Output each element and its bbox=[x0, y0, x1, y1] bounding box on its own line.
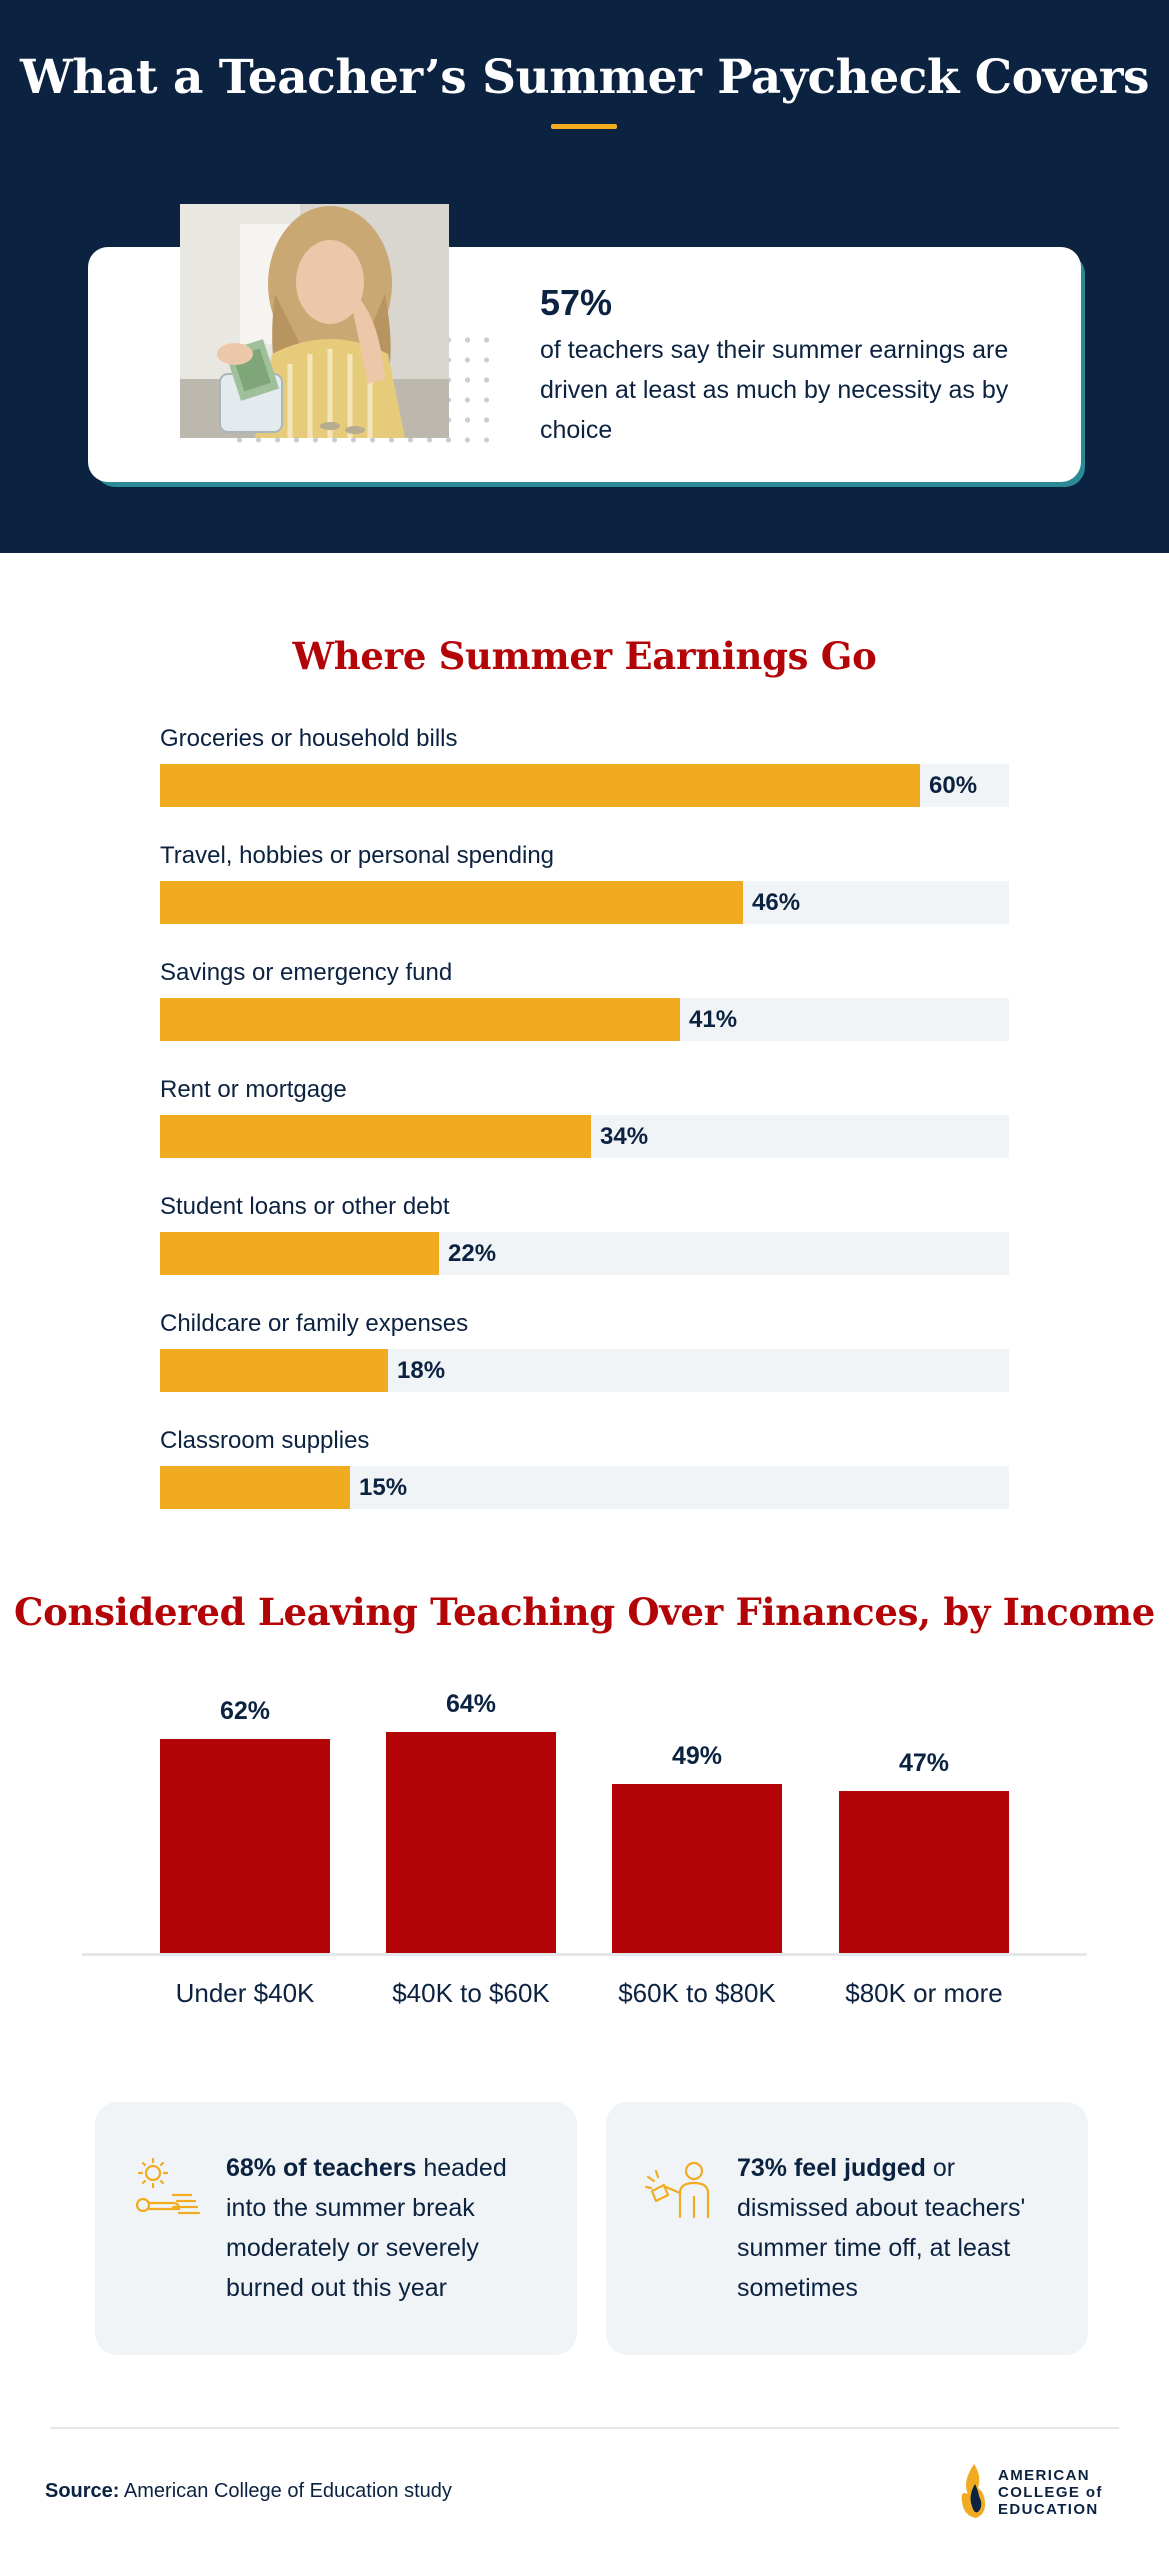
bar bbox=[160, 1739, 330, 1953]
bar-category-label: Rent or mortgage bbox=[160, 1076, 347, 1103]
bar bbox=[160, 881, 743, 924]
flame-icon bbox=[958, 2462, 988, 2520]
callout-burnout-bold: 68% of teachers bbox=[226, 2154, 417, 2182]
callout-burnout-rest: headed into the summer break moderately or severely burned out this year bbox=[226, 2154, 507, 2302]
bar-category-label: $40K to $60K bbox=[392, 1978, 550, 2008]
source-label: Source: bbox=[45, 2480, 120, 2502]
bar-category-label: $80K or more bbox=[845, 1978, 1003, 2008]
teacher-photo bbox=[180, 204, 449, 438]
bar bbox=[160, 1466, 350, 1509]
ace-logo bbox=[958, 2462, 1128, 2522]
source-note bbox=[45, 2480, 452, 2503]
judged-person-icon bbox=[644, 2157, 714, 2223]
bar-category-label: Childcare or family expenses bbox=[160, 1310, 469, 1337]
bar-value-label: 60% bbox=[929, 772, 978, 799]
bar bbox=[160, 764, 920, 807]
bar-value-label: 22% bbox=[448, 1240, 497, 1267]
stat-description: of teachers say their summer earnings are driven at least as much by necessity as by choice bbox=[540, 336, 1009, 444]
bar-row bbox=[160, 1071, 1009, 1181]
bar-value-label: 46% bbox=[752, 889, 801, 916]
header-banner bbox=[0, 0, 1169, 553]
bar-category-label: Groceries or household bills bbox=[160, 725, 458, 752]
bar-value-label: 15% bbox=[359, 1474, 408, 1501]
leaving-teaching-bar-chart bbox=[82, 1660, 1087, 2030]
bar bbox=[160, 1115, 591, 1158]
logo-wordmark bbox=[998, 2467, 1103, 2518]
burnout-sun-icon bbox=[133, 2157, 203, 2223]
bar-value-label: 47% bbox=[898, 1749, 950, 1777]
source-text: American College of Education study bbox=[119, 2480, 452, 2502]
bar bbox=[160, 1349, 388, 1392]
logo-line-2: COLLEGE of bbox=[998, 2484, 1103, 2501]
footer-divider bbox=[50, 2427, 1119, 2429]
title-underline bbox=[551, 124, 617, 129]
bar bbox=[160, 1232, 439, 1275]
bar-row bbox=[160, 1188, 1009, 1298]
callout-burnout-text bbox=[226, 2148, 546, 2308]
bar-category-label: Under $40K bbox=[175, 1978, 315, 2008]
bar-row bbox=[160, 1305, 1009, 1415]
bar bbox=[612, 1784, 782, 1953]
bar-category-label: Student loans or other debt bbox=[160, 1193, 450, 1220]
bar-value-label: 41% bbox=[689, 1006, 738, 1033]
callout-judged-text bbox=[737, 2148, 1057, 2308]
page-title: What a Teacher’s Summer Paycheck Covers bbox=[20, 50, 1149, 105]
bar-value-label: 64% bbox=[445, 1690, 497, 1718]
logo-line-3: EDUCATION bbox=[998, 2501, 1099, 2518]
bar bbox=[839, 1791, 1009, 1953]
chart2-title: Considered Leaving Teaching Over Finances, by Income bbox=[14, 1590, 1155, 1634]
bar-category-label: Savings or emergency fund bbox=[160, 959, 453, 986]
bar-row bbox=[160, 837, 1009, 947]
summer-earnings-bar-chart bbox=[160, 720, 1009, 1520]
bar-row bbox=[160, 1422, 1009, 1532]
bar bbox=[160, 998, 680, 1041]
bar-value-label: 62% bbox=[219, 1697, 271, 1725]
callout-judged bbox=[606, 2102, 1088, 2355]
bar-value-label: 18% bbox=[397, 1357, 446, 1384]
bar-row bbox=[160, 720, 1009, 830]
bar bbox=[386, 1732, 556, 1953]
bar-value-label: 34% bbox=[600, 1123, 649, 1150]
chart1-title: Where Summer Earnings Go bbox=[292, 634, 877, 678]
callout-burnout bbox=[95, 2102, 577, 2355]
bar-category-label: Classroom supplies bbox=[160, 1427, 370, 1454]
bar-category-label: $60K to $80K bbox=[618, 1978, 776, 2008]
stat-number: 57% bbox=[540, 282, 613, 323]
callout-judged-rest: or dismissed about teachers' summer time off, at least sometimes bbox=[737, 2154, 1026, 2302]
callout-judged-bold: 73% feel judged bbox=[737, 2154, 926, 2182]
bar-row bbox=[160, 954, 1009, 1064]
bar-category-label: Travel, hobbies or personal spending bbox=[160, 842, 555, 869]
logo-line-1: AMERICAN bbox=[998, 2467, 1091, 2484]
chart-baseline bbox=[82, 1953, 1087, 1956]
bar-value-label: 49% bbox=[671, 1742, 723, 1770]
